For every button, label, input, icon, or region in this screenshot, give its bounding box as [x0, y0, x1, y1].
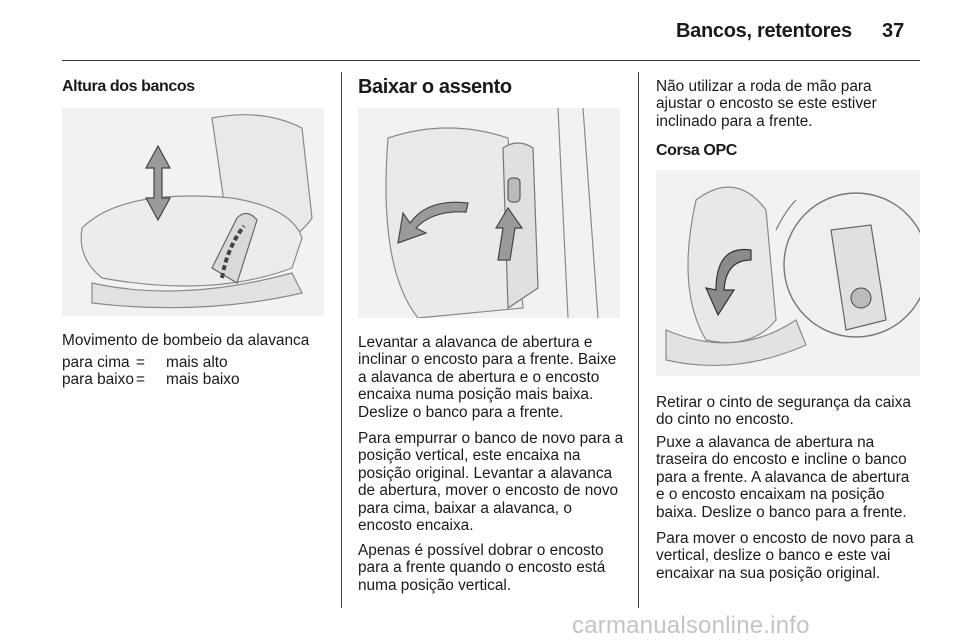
running-header-title: Bancos, retentores [676, 20, 852, 42]
seat-height-drawing [62, 108, 324, 316]
lower-seat-paragraph-2: Para empurrar o banco de novo para a posição vertical, este encaixa na posição original. Levantar a alavanca de abertura, mover o encosto de novo para cima, baixar a alavanca, o encosto encaixa. [358, 430, 624, 535]
action-cell: para cima [62, 354, 130, 371]
section-heading-lower-seat: Baixar o assento [358, 76, 512, 98]
handwheel-warning-paragraph: Não utilizar a roda de mão para ajustar o encosto se este estiver inclinado para a frente. [656, 78, 877, 130]
lower-seat-paragraph-3: Apenas é possível dobrar o encosto para a frente quando o encosto está numa posição vertical. [358, 542, 606, 594]
opc-paragraph-1: Retirar o cinto de segurança da caixa do cinto no encosto. [656, 394, 911, 429]
column-divider-2 [638, 72, 639, 608]
page-number: 37 [882, 20, 905, 42]
lever-caption: Movimento de bombeio da alavanca [62, 332, 310, 349]
table-row [62, 354, 240, 371]
result-cell: mais alto [166, 354, 228, 371]
lower-seat-illustration [358, 108, 620, 318]
table-row [62, 371, 240, 388]
section-heading-seat-height: Altura dos bancos [62, 78, 195, 95]
equals-cell: = [136, 371, 145, 388]
corsa-opc-illustration [656, 170, 920, 376]
column-divider-1 [341, 72, 342, 608]
watermark-link[interactable]: carmanualsonline.info [572, 612, 810, 639]
lower-seat-drawing [358, 108, 620, 318]
header-rule [62, 60, 920, 61]
lower-seat-paragraph-1: Levantar a alavanca de abertura e inclinar o encosto para a frente. Baixe a alavanca de abertura e o encosto encaixa numa posição mais baixa. Deslize o banco para a frente. [358, 334, 617, 421]
action-cell: para baixo [62, 371, 134, 388]
equals-cell: = [136, 354, 145, 371]
opc-paragraph-2: Puxe a alavanca de abertura na traseira do encosto e incline o banco para a frente. A alavanca de abertura e o encosto encaixam na posição baixa. Deslize o banco para a frente. [656, 434, 910, 521]
result-cell: mais baixo [166, 371, 240, 388]
opc-paragraph-3: Para mover o encosto de novo para a vertical, deslize o banco e este vai encaixar na sua posição original. [656, 530, 914, 582]
corsa-opc-drawing [656, 170, 920, 376]
adjustment-table [62, 354, 240, 388]
section-heading-corsa-opc: Corsa OPC [656, 142, 737, 159]
seat-height-illustration [62, 108, 324, 316]
